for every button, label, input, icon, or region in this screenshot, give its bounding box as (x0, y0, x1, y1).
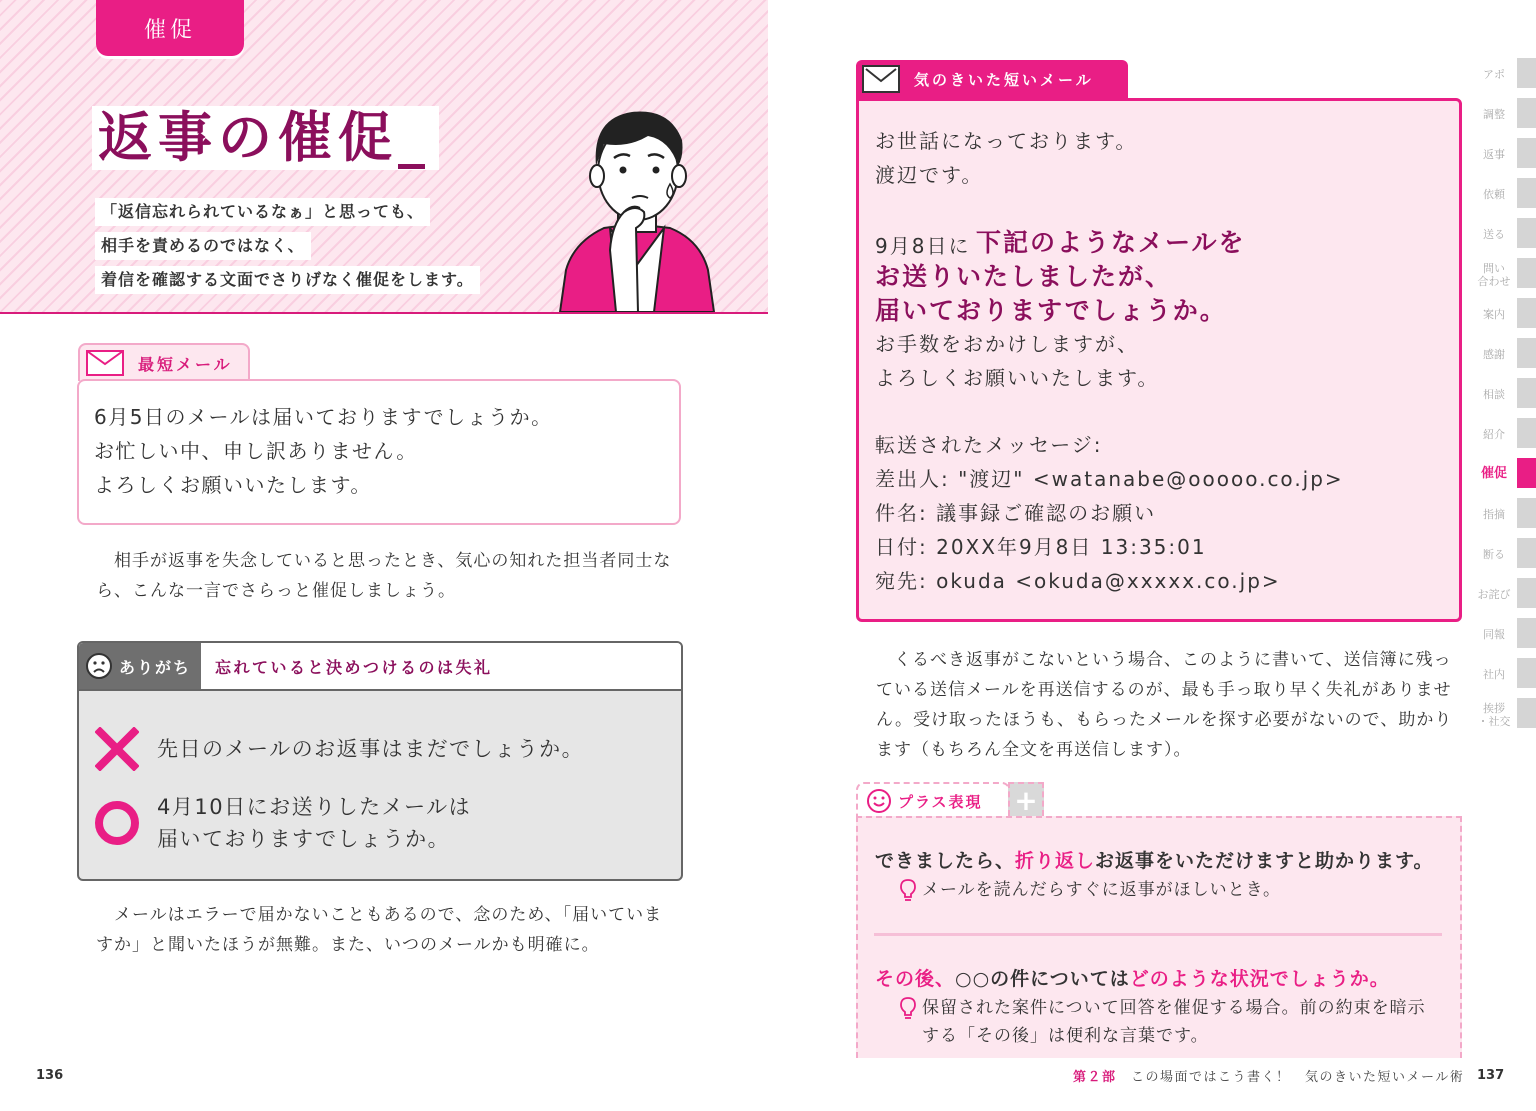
side-index-label: 指摘 (1483, 508, 1505, 521)
hint-line: 保留された案件について回答を催促する場合。前の約束を暗示 (922, 998, 1426, 1018)
side-index-label: 調整 (1483, 108, 1505, 121)
side-index-tab[interactable] (1517, 338, 1536, 368)
common-mistake-tag-label: ありがち (119, 657, 192, 677)
side-index-label: 挨拶 ・社交 (1477, 702, 1511, 728)
plus-item-2-hint (922, 994, 1452, 1050)
lead-line: 「返信忘れられているなぁ」と思っても、 (95, 198, 430, 226)
side-index-tab[interactable] (1517, 418, 1536, 448)
side-index-tab[interactable] (1517, 258, 1536, 288)
side-index-tab[interactable] (1517, 138, 1536, 168)
page-title-text: 返事の催促 (98, 106, 398, 169)
forwarded-line: 件名: 議事録ご確認のお願い (875, 501, 1157, 525)
side-index-label: 断る (1483, 548, 1505, 561)
plus-item-2 (875, 964, 1390, 991)
lightbulb-icon (898, 996, 918, 1020)
side-index-label: 社内 (1483, 668, 1505, 681)
emphasis-line: 下記のようなメールを (976, 228, 1246, 257)
cross-mark-icon (95, 727, 139, 771)
lead-line: 相手を責めるのではなく、 (95, 232, 311, 260)
bad-example: 先日のメールのお返事はまだでしょうか。 (157, 737, 585, 761)
side-index-label: 相談 (1483, 388, 1505, 401)
plus-item-2-highlight: どのような状況でしょうか。 (1129, 968, 1390, 990)
smart-mail-tag (856, 60, 1128, 98)
mail-line: よろしくお願いいたします。 (875, 366, 1160, 390)
footer-text: この場面ではこう書く！ 気のきいた短いメール術 (1131, 1070, 1465, 1085)
side-index-label: 送る (1483, 228, 1505, 241)
mail-line: 6月5日のメールは届いておりますでしょうか。 (94, 405, 553, 429)
plus-item-2-mid: ○○の件については (955, 968, 1130, 990)
shortest-mail-label: 最短メール (138, 354, 233, 374)
side-index-label-active: 催促 (1480, 466, 1507, 481)
paragraph-line: 相手が返事を失念していると思ったとき、気心の知れた担当者同士な (96, 551, 672, 571)
plus-item-1 (875, 846, 1434, 873)
common-mistake-headline: 忘れていると決めつけるのは失礼 (215, 658, 493, 677)
forwarded-line: 差出人: "渡辺" <watanabe@ooooo.co.jp> (875, 467, 1344, 491)
good-example-line: 4月10日にお送りしたメールは (157, 795, 472, 819)
plus-item-2-pre: その後、 (875, 968, 956, 990)
mail-line: よろしくお願いいたします。 (94, 473, 372, 497)
side-index-label: 同報 (1483, 628, 1505, 641)
mail-line: お忙しい中、申し訳ありません。 (94, 439, 418, 463)
common-mistake-box (77, 641, 683, 881)
smart-mail-greeting (875, 124, 1137, 192)
forwarded-line: 宛先: okuda <okuda@xxxxx.co.jp> (875, 569, 1281, 593)
side-index-label: 紹介 (1483, 428, 1505, 441)
paragraph-line: ん。受け取ったほうも、もらったメールを探す必要がないので、助かり (876, 710, 1453, 730)
side-index-label: お詫び (1477, 588, 1511, 601)
side-index-tab[interactable] (1517, 618, 1536, 648)
envelope-icon (862, 65, 900, 93)
body-paragraph-2 (96, 900, 686, 960)
plus-item-1-pre: できましたら、 (875, 850, 1016, 872)
divider (874, 933, 1442, 936)
side-index-label: 問い 合わせ (1477, 262, 1511, 288)
mail-line: お世話になっております。 (875, 129, 1138, 153)
side-index-label: 依頼 (1483, 188, 1505, 201)
paragraph-line: すか」と聞いたほうが無難。また、いつのメールかも明確に。 (96, 935, 600, 955)
side-index-tab[interactable] (1517, 538, 1536, 568)
side-index-label: 案内 (1483, 308, 1505, 321)
paragraph-line: ら、こんな一言でさらっと催促しましょう。 (96, 581, 456, 601)
lead-line: 着信を確認する文面でさりげなく催促をします。 (95, 266, 480, 294)
side-index-label: 感謝 (1483, 348, 1505, 361)
paragraph-line: ている送信メールを再送信するのが、最も手っ取り早く失礼がありませ (876, 680, 1452, 700)
plus-item-1-post: お返事をいただけますと助かります。 (1095, 850, 1434, 872)
page-title (92, 106, 439, 170)
good-example (157, 791, 471, 855)
side-index-label: 返事 (1483, 148, 1505, 161)
side-index-tab[interactable] (1517, 658, 1536, 688)
forwarded-line: 転送されたメッセージ: (875, 433, 1103, 457)
common-mistake-tag (79, 643, 201, 689)
divider (79, 689, 681, 691)
running-footer (1073, 1066, 1464, 1085)
body-paragraph-3 (876, 645, 1456, 765)
side-index (1460, 58, 1536, 738)
good-example-line: 届いておりますでしょうか。 (157, 827, 451, 851)
mail-line: 渡辺です。 (875, 163, 984, 187)
side-index-tab[interactable] (1517, 218, 1536, 248)
category-tab: 催促 (96, 0, 244, 56)
page-number-right: 137 (1477, 1068, 1505, 1083)
hint-line: する「その後」は便利な言葉です。 (922, 1026, 1209, 1046)
side-index-label: アポ (1483, 68, 1505, 81)
lead-text (95, 198, 480, 300)
plus-item-1-hint: メールを読んだらすぐに返事がほしいとき。 (922, 880, 1281, 900)
side-index-tab[interactable] (1517, 58, 1536, 88)
worried-man-illustration (552, 100, 722, 312)
plus-symbol: + (1008, 782, 1044, 816)
side-index-tab[interactable] (1517, 98, 1536, 128)
side-index-tab[interactable] (1517, 578, 1536, 608)
paragraph-line: メールはエラーで届かないこともあるので、念のため、「届いていま (96, 905, 663, 925)
smart-mail-label: 気のきいた短いメール (914, 70, 1094, 89)
title-cursor: _ (398, 106, 431, 169)
lightbulb-icon (898, 878, 918, 902)
side-index-tab[interactable] (1517, 698, 1536, 728)
forwarded-message (875, 428, 1344, 598)
envelope-icon (86, 350, 124, 376)
shortest-mail-body (94, 400, 553, 502)
smile-face-icon (866, 788, 892, 814)
forwarded-line: 日付: 20XX年9月8日 13:35:01 (875, 535, 1207, 559)
smart-mail-body-lead: 9月8日に (875, 234, 971, 258)
mail-line: お手数をおかけしますが、 (875, 332, 1139, 356)
emphasis-line: お送りいたしましたが、 (875, 262, 1173, 291)
emphasis-line: 届いておりますでしょうか。 (875, 296, 1227, 325)
paragraph-line: くるべき返事がこないという場合、このように書いて、送信簿に残っ (876, 650, 1452, 670)
body-paragraph-1 (96, 546, 686, 606)
side-index-tab[interactable] (1517, 178, 1536, 208)
footer-part: 第２部 (1073, 1070, 1117, 1085)
side-index-tab-active[interactable] (1517, 458, 1536, 488)
side-index-tab[interactable] (1517, 298, 1536, 328)
plus-expression-label: プラス表現 (898, 792, 983, 811)
circle-mark-icon (93, 799, 141, 847)
side-index-tab[interactable] (1517, 498, 1536, 528)
smart-mail-emphasis (875, 226, 1246, 328)
plus-item-1-highlight: 折り返し (1015, 850, 1096, 872)
frown-face-icon (85, 652, 113, 680)
smart-mail-closing (875, 327, 1159, 395)
plus-expression-tag (856, 782, 1010, 818)
side-index-tab[interactable] (1517, 378, 1536, 408)
page-number-left: 136 (36, 1068, 64, 1083)
shortest-mail-tag (78, 343, 250, 381)
paragraph-line: ます（もちろん全文を再送信します）。 (876, 740, 1192, 760)
